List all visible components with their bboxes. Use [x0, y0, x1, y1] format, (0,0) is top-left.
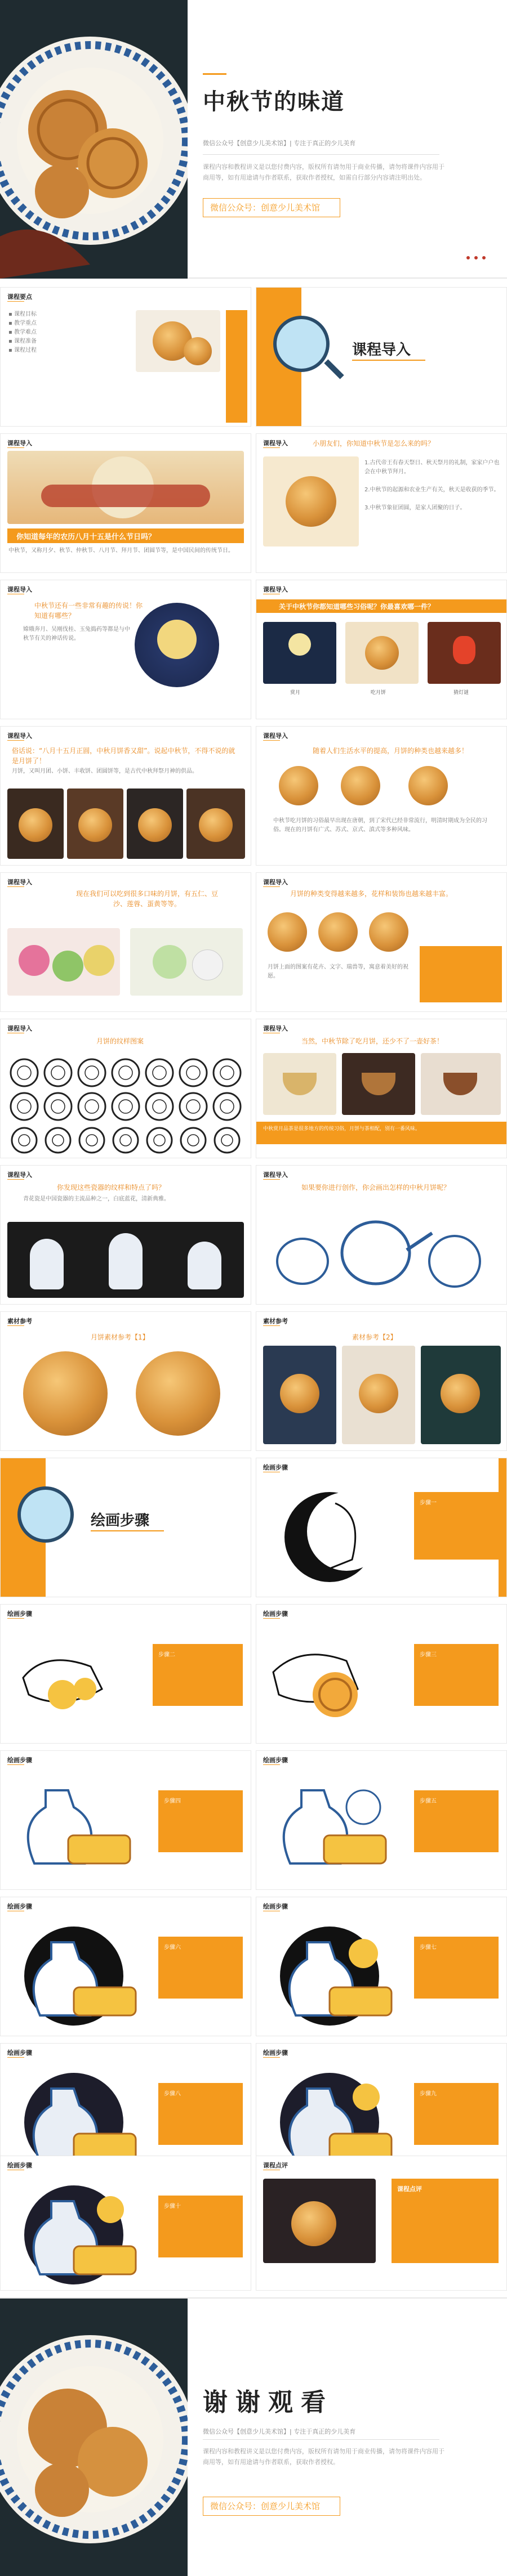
- section-heading: 绘画步骤: [91, 1512, 150, 1529]
- reference-photo: [421, 1346, 501, 1444]
- slide-step-1: [256, 1458, 507, 1597]
- slide-title: 素材参考: [263, 1318, 288, 1325]
- mooncake-photo: [0, 2299, 188, 2576]
- wechat-account-button[interactable]: 微信公众号：创意少儿美术馆: [203, 198, 340, 217]
- slide-step-2: [0, 1604, 251, 1744]
- step-label: 步骤九: [420, 2091, 437, 2097]
- reference-photo: [263, 1346, 336, 1444]
- mooncake-pattern-grid: [7, 1053, 244, 1154]
- mooncake-photo: [279, 766, 318, 805]
- slide-title: 课程导入: [263, 879, 288, 886]
- moon-festival-illustration: [263, 456, 359, 546]
- slide-reference-2: [256, 1311, 507, 1451]
- slide-title: 课程导入: [263, 440, 288, 447]
- question-text: 俗话说：“八月十五月正圆，中秋月饼香又甜”。说起中秋节，不得不说的就是月饼了！: [12, 747, 235, 765]
- question-text: 小朋友们，你知道中秋节是怎么来的吗？: [313, 440, 435, 447]
- closing-title: 谢谢观看: [203, 2388, 333, 2417]
- mooncake-photo: [67, 789, 123, 859]
- question-banner: 你知道每年的农历八月十五是什么节日吗？: [16, 533, 156, 541]
- slide-title: 绘画步骤: [7, 1757, 32, 1764]
- slide-intro-origin: 课程导入 小朋友们，你知道中秋节是怎么来的吗？ 1.古代帝王有春天祭日、秋天祭月的礼制，家家户户也会在中秋节拜月。 2.中秋节的起源和农业生产有关，秋天是收获的季节。 3.中秋节象征团圆，是家人团聚的日子。: [256, 433, 507, 573]
- copyright-notice: 课程内容和教程讲义是以您付费内容，版权所有请勿用于商业传播，请勿将课件内容用于商用等，如有用途请与作者联系，获取作者授权。: [203, 2448, 444, 2466]
- mooncake-plate-illustration: [0, 0, 188, 279]
- slide-intro-patterns: [0, 1019, 251, 1158]
- mooncake-photo: [341, 766, 380, 805]
- slide-intro-saying: 课程导入 俗话说：“八月十五月正圆，中秋月饼香又甜”。说起中秋节，不得不说的就是月饼了！ 月饼，又叫月团、小饼、丰收饼、团圆饼等，是古代中秋拜祭月神的供品。: [0, 726, 251, 866]
- slide-review: [256, 2156, 507, 2291]
- slide-intro-create: [256, 1165, 507, 1305]
- title-slide: [0, 0, 507, 279]
- slide-title: 绘画步骤: [7, 2162, 32, 2169]
- mooncake-photo: [268, 912, 307, 952]
- mooncake-photo: [186, 789, 245, 859]
- mooncake-reference-photo: [136, 1351, 220, 1436]
- slide-course-points: [0, 287, 251, 427]
- step-label: 课程点评: [397, 2185, 422, 2193]
- magnifier-handle-icon: [324, 359, 344, 379]
- presentation-title: 中秋节的味道: [203, 89, 345, 115]
- change-flying-illustration: [7, 451, 244, 524]
- mooncake-reference-photo: [23, 1351, 108, 1436]
- slide-title: 课程导入: [263, 1171, 288, 1179]
- drawing-step-sketch: [279, 1773, 403, 1880]
- drawing-step-sketch: [268, 1627, 403, 1734]
- slide-title: 绘画步骤: [263, 2049, 288, 2057]
- slide-step-3: [256, 1604, 507, 1744]
- slide-title: 课程要点: [7, 293, 32, 301]
- mooncake-photo: [345, 622, 419, 684]
- mooncake-photo: [136, 310, 220, 372]
- reference-photo: [342, 1346, 415, 1444]
- slide-title: 课程导入: [263, 1025, 288, 1032]
- slide-intro-festival: 课程导入 你知道每年的农历八月十五是什么节日吗？ 中秋节，又称月夕、秋节、仲秋节、八月节、拜月节、团圆节等，是中国民间的传统节日。: [0, 433, 251, 573]
- question-text: 月饼的纹样图案: [96, 1037, 144, 1045]
- slide-intro-cover: [256, 287, 507, 427]
- step-label: 步骤十: [164, 2203, 181, 2210]
- step-label: 步骤八: [164, 2091, 181, 2097]
- snowskin-mooncake-photo: [130, 928, 243, 996]
- slide-intro-decoration: 课程导入 月饼的种类变得越来越多，花样和装饰也越来越丰富。 月饼上面的图案有花卉、文字、瑞兽等，寓意着美好的祝愿。: [256, 872, 507, 1012]
- question-text: 月饼的种类变得越来越多，花样和装饰也越来越丰富。: [290, 890, 453, 898]
- slide-steps-cover: [0, 1458, 251, 1597]
- drawing-step-sketch: [279, 1481, 392, 1588]
- closing-subtitle: 微信公众号【创意少儿美术馆】| 专注于真正的少儿美育: [203, 2428, 356, 2435]
- question-text: 当然，中秋节除了吃月饼，还少不了一壶好茶！: [301, 1037, 444, 1045]
- tea-photo: [342, 1053, 415, 1115]
- slide-title: 课程导入: [263, 732, 288, 740]
- slide-step-10: [0, 2156, 251, 2291]
- step-label: 步骤二: [158, 1652, 175, 1658]
- mooncake-plate-illustration: [0, 2299, 188, 2576]
- slide-title: 绘画步骤: [7, 2049, 32, 2057]
- slide-intro-legends: 课程导入 中秋节还有一些非常有趣的传说！你知道有哪些？ 嫦娥奔月、吴刚伐桂、玉兔捣药等都是与中秋节有关的神话传说。: [0, 580, 251, 719]
- tea-photo: [263, 1053, 336, 1115]
- slide-title: 课程导入: [7, 1171, 32, 1179]
- porcelain-photo: [7, 1222, 244, 1298]
- step-label: 步骤五: [420, 1798, 437, 1804]
- slide-title: 课程导入: [7, 586, 32, 593]
- slide-title: 绘画步骤: [7, 1903, 32, 1910]
- step-label: 步骤四: [164, 1798, 181, 1804]
- drawing-step-sketch: [23, 1773, 147, 1880]
- magnifier-icon: [273, 316, 330, 372]
- legend-illustration: [135, 603, 219, 687]
- slide-step-7: [256, 1897, 507, 2036]
- slide-title: 课程导入: [7, 440, 32, 447]
- question-text: 随着人们生活水平的提高，月饼的种类也越来越多！: [313, 747, 469, 755]
- magnifier-icon: [17, 1486, 74, 1543]
- drawing-step-sketch: [17, 1920, 147, 2027]
- caption: 赏月: [290, 690, 301, 696]
- wechat-account-button[interactable]: 微信公众号：创意少儿美术馆: [203, 2497, 340, 2516]
- orange-side-bar: [226, 310, 247, 423]
- porcelain-teaware-illustration: [263, 1199, 500, 1295]
- question-text: 如果要你进行创作，你会画出怎样的中秋月饼呢？: [301, 1184, 451, 1191]
- drawing-step-sketch: [273, 1920, 403, 2027]
- mooncake-photo: [0, 0, 188, 279]
- question-text: 现在我们可以吃到很多口味的月饼，有五仁、豆沙、莲蓉、蛋黄等等。: [75, 890, 218, 908]
- decorative-dots: [466, 256, 486, 259]
- step-label: 步骤六: [164, 1945, 181, 1951]
- slide-title: 绘画步骤: [7, 1610, 32, 1618]
- divider: [203, 154, 439, 155]
- course-points-text: ▪ 课程目标 ▪ 教学重点 ▪ 教学难点 ▪ 课程准备 ▪ 课程过程: [8, 311, 37, 353]
- title-accent-bar: [203, 73, 226, 75]
- caption: 猜灯谜: [453, 690, 469, 696]
- step-label: 步骤一: [420, 1500, 437, 1506]
- mooncake-photo: [408, 766, 448, 805]
- slide-intro-tea: 课程导入 当然，中秋节除了吃月饼，还少不了一壶好茶！ 中秋赏月品茶是很多地方的传统习俗，月饼与茶相配，别有一番风味。: [256, 1019, 507, 1158]
- slide-title: 绘画步骤: [263, 1757, 288, 1764]
- question-text: 关于中秋节你都知道哪些习俗呢？你最喜欢哪一件？: [279, 603, 435, 611]
- slide-title: 课程导入: [7, 879, 32, 886]
- step-label: 步骤三: [420, 1652, 437, 1658]
- mooncake-photo: [7, 789, 64, 859]
- slide-intro-customs: [256, 580, 507, 719]
- mooncake-photo: [127, 789, 183, 859]
- section-heading: 课程导入: [352, 342, 411, 359]
- slide-reference-1: [0, 1311, 251, 1451]
- slide-title: 课程导入: [7, 1025, 32, 1032]
- reference-tag: 月饼素材参考【1】: [91, 1333, 149, 1341]
- copyright-notice: 课程内容和教程讲义是以您付费内容，版权所有请勿用于商业传播，请勿将课件内容用于商用等，如有用途请与作者联系，获取作者授权，如需自行部分内容请注明出处。: [203, 163, 444, 181]
- mooncake-photo: [369, 912, 408, 952]
- drawing-step-sketch: [17, 2179, 147, 2286]
- slide-title: 绘画步骤: [263, 1610, 288, 1618]
- lantern-photo: [428, 622, 501, 684]
- slide-step-5: [256, 1750, 507, 1890]
- drawing-step-sketch: [12, 1627, 147, 1734]
- caption: 吃月饼: [371, 690, 386, 696]
- question-text: 中秋节还有一些非常有趣的传说！你知道有哪些？: [34, 602, 143, 620]
- reference-tag: 素材参考【2】: [352, 1333, 397, 1341]
- snowskin-mooncake-photo: [7, 928, 120, 996]
- mooncake-photo: [318, 912, 358, 952]
- finished-artwork-photo: [263, 2179, 376, 2263]
- tea-photo: [421, 1053, 501, 1115]
- slide-title: 绘画步骤: [263, 1903, 288, 1910]
- slide-intro-varieties: 课程导入 随着人们生活水平的提高，月饼的种类也越来越多！ 中秋节吃月饼的习俗最早出现在唐朝，到了宋代已经非常流行，明清时期成为全民的习俗。现在的月饼有广式、苏式、京式、滇式等多种风味。: [256, 726, 507, 866]
- slide-step-4: [0, 1750, 251, 1890]
- slide-intro-flavors: [0, 872, 251, 1012]
- presentation-subtitle: 微信公众号【创意少儿美术馆】| 专注于真正的少儿美育: [203, 140, 356, 147]
- slide-step-6: [0, 1897, 251, 2036]
- slide-title: 素材参考: [7, 1318, 32, 1325]
- slide-title: 绘画步骤: [263, 1464, 288, 1471]
- slide-title: 课程导入: [7, 732, 32, 740]
- ending-slide: [0, 2297, 507, 2576]
- slide-title: 课程导入: [263, 586, 288, 593]
- step-label: 步骤七: [420, 1945, 437, 1951]
- slide-intro-porcelain: 课程导入 你发现这些瓷器的纹样和特点了吗？ 青花瓷是中国瓷器的主流品种之一，白底蓝花，清新典雅。: [0, 1165, 251, 1305]
- moon-view-photo: [263, 622, 336, 684]
- question-text: 你发现这些瓷器的纹样和特点了吗？: [57, 1184, 166, 1191]
- slide-title: 课程点评: [263, 2162, 288, 2169]
